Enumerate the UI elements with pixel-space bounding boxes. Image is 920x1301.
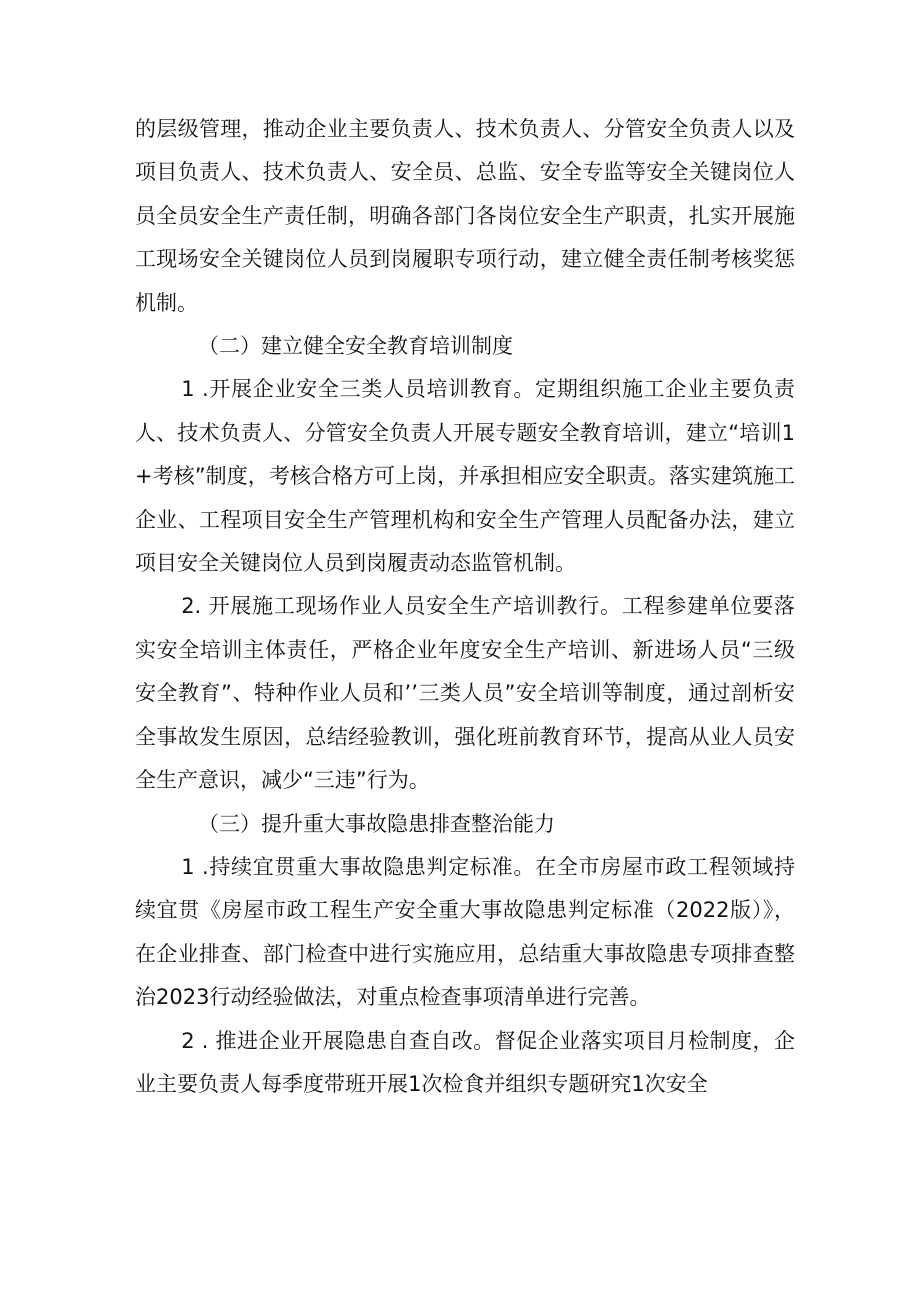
document-body: [135, 108, 795, 1106]
paragraph-item-2-2: 2. 开展施工现场作业人员安全生产培训教行。工程参建单位要落实安全培训主体责任，严格企业年度安全生产培训、新进场人员“三级安全教育”、特种作业人员和’’三类人员”安全培训等制度，通过剖析安全事故发生原因，总结经验教训，强化班前教育环节，提高从业人员安全生产意识，减少“三违”行为。: [135, 594, 795, 793]
section-heading-two: （二）建立健全安全教育培训制度: [198, 334, 513, 359]
paragraph-item-3-2: 2 . 推进企业开展隐患自查自改。督促企业落实项目月检制度，企业主要负责人每季度带班开展1次检食并组织专题研究1次安全: [135, 1028, 795, 1096]
paragraph-item-3-1: 1 .持续宜贯重大事故隐患判定标准。在全市房屋市政工程领域持续宜贯《房屋市政工程生产安全重大事故隐患判定标准（2022版）》，在企业排查、部门检查中进行实施应用，总结重大事故隐患专项排查整治2023行动经验做法，对重点检查事项清单进行完善。: [135, 854, 795, 1010]
section-heading-three: （三）提升重大事故隐患排查整治能力: [198, 811, 555, 836]
paragraph-item-2-1: 1 .开展企业安全三类人员培训教育。定期组织施工企业主要负责人、技术负责人、分管安全负责人开展专题安全教育培训，建立“培训1+考核”制度，考核合格方可上岗，并承担相应安全职责。落实建筑施工企业、工程项目安全生产管理机构和安全生产管理人员配备办法，建立项目安全关键岗位人员到岗履责动态监管机制。: [135, 377, 795, 576]
paragraph-continuation: 的层级管理，推动企业主要负责人、技术负责人、分管安全负责人以及项目负责人、技术负责人、安全员、总监、安全专监等安全关键岗位人员全员安全生产责任制，明确各部门各岗位安全生产职责，扎实开展施工现场安全关键岗位人员到岗履职专项行动，建立健全责任制考核奖惩机制。: [135, 117, 795, 315]
